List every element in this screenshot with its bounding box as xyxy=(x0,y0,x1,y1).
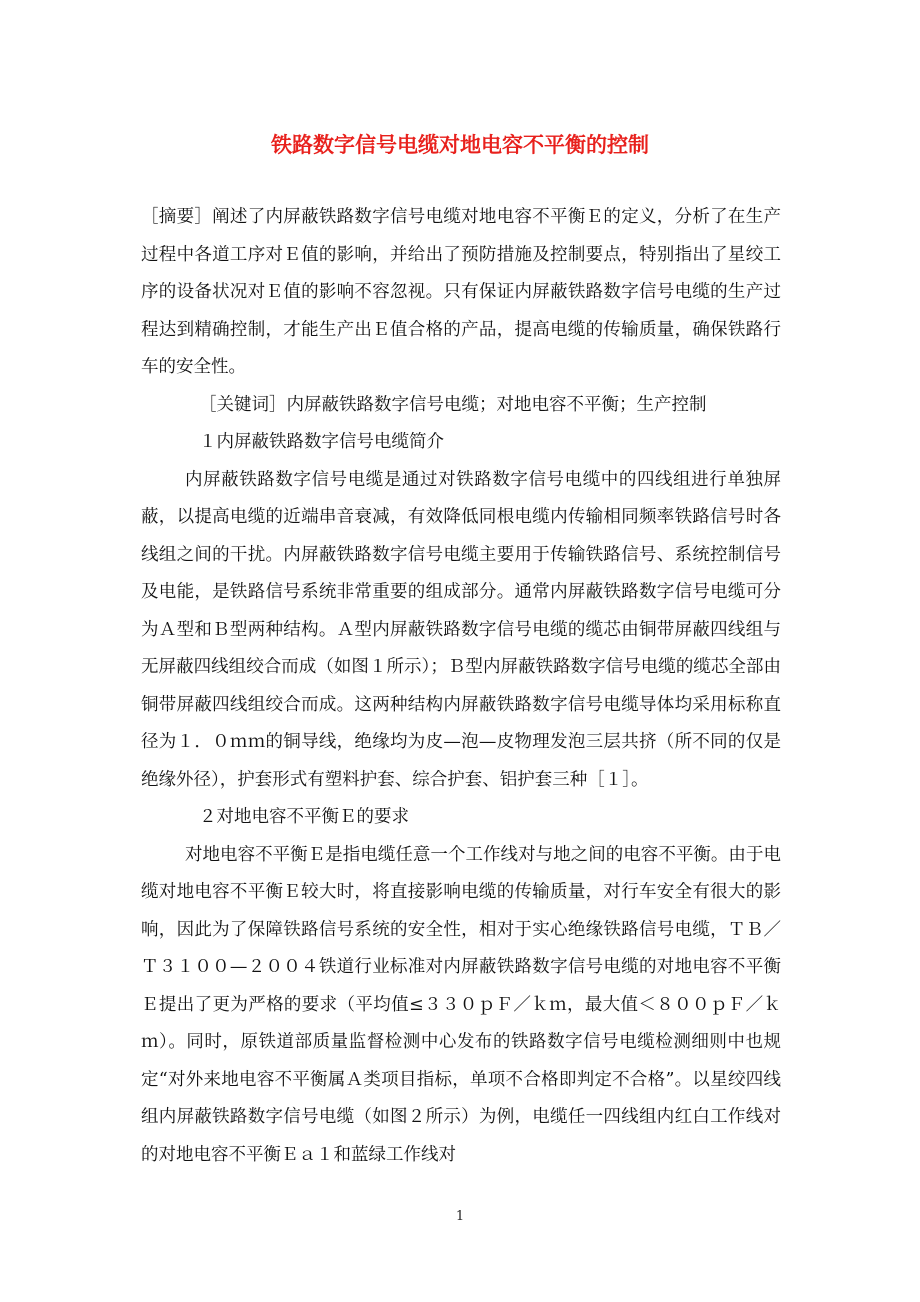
section-2-paragraph: 对地电容不平衡Ｅ是指电缆任意一个工作线对与地之间的电容不平衡。由于电缆对地电容不平衡Ｅ较大时，将直接影响电缆的传输质量，对行车安全有很大的影响，因此为了保障铁路信号系统的安全性，相对于实心绝缘铁路信号电缆，ＴＢ／Ｔ３１００—２００４铁道行业标准对内屏蔽铁路数字信号电缆的对地电容不平衡Ｅ提出了更为严格的要求（平均值≤３３０ｐＦ／ｋｍ，最大值＜８００ｐＦ／ｋｍ）。同时，原铁道部质量监督检测中心发布的铁路数字信号电缆检测细则中也规定“对外来地电容不平衡属Ａ类项目指标，单项不合格即判定不合格”。以星绞四线组内屏蔽铁路数字信号电缆（如图２所示）为例，电缆任一四线组内红白工作线对的对地电容不平衡Ｅａ１和蓝绿工作线对 xyxy=(141,844,781,1165)
page-number: 1 xyxy=(455,1209,465,1224)
document-title: 铁路数字信号电缆对地电容不平衡的控制 xyxy=(271,133,649,157)
section-2-heading: ２对地电容不平衡Ｅ的要求 xyxy=(199,807,409,827)
abstract-paragraph: ［摘要］阐述了内屏蔽铁路数字信号电缆对地电容不平衡Ｅ的定义，分析了在生产过程中各道工序对Ｅ值的影响，并给出了预防措施及控制要点，特别指出了星绞工序的设备状况对Ｅ值的影响不容忽视。只有保证内屏蔽铁路数字信号电缆的生产过程达到精确控制，才能生产出Ｅ值合格的产品，提高电缆的传输质量，确保铁路行车的安全性。 xyxy=(141,207,781,377)
keywords-line: ［关键词］内屏蔽铁路数字信号电缆；对地电容不平衡；生产控制 xyxy=(199,394,707,415)
section-1-heading: １内屏蔽铁路数字信号电缆简介 xyxy=(199,432,444,452)
section-1-paragraph: 内屏蔽铁路数字信号电缆是通过对铁路数字信号电缆中的四线组进行单独屏蔽，以提高电缆的近端串音衰减，有效降低同根电缆内传输相同频率铁路信号时各线组之间的干扰。内屏蔽铁路数字信号电缆主要用于传输铁路信号、系统控制信号及电能，是铁路信号系统非常重要的组成部分。通常内屏蔽铁路数字信号电缆可分为Ａ型和Ｂ型两种结构。Ａ型内屏蔽铁路数字信号电缆的缆芯由铜带屏蔽四线组与无屏蔽四线组绞合而成（如图１所示）；Ｂ型内屏蔽铁路数字信号电缆的缆芯全部由铜带屏蔽四线组绞合而成。这两种结构内屏蔽铁路数字信号电缆导体均采用标称直径为１．０ｍｍ的铜导线，绝缘均为皮—泡—皮物理发泡三层共挤（所不同的仅是绝缘外径），护套形式有塑料护套、综合护套、铝护套三种［１］。 xyxy=(141,469,781,790)
document-body xyxy=(141,199,781,1174)
